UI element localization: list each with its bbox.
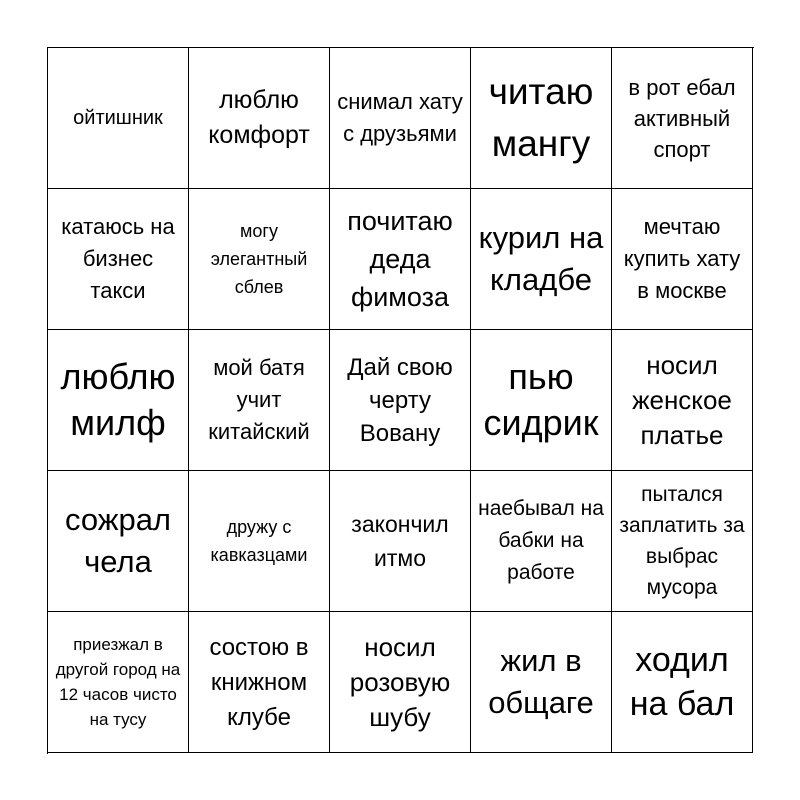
bingo-cell-text: курил на кладбе xyxy=(478,220,604,297)
bingo-cell-text: пытался заплатить за выбрас мусора xyxy=(619,483,745,599)
bingo-cell-text: приезжал в другой город на 12 часов чисто на тусу xyxy=(55,635,181,729)
bingo-cell[interactable] xyxy=(48,189,189,330)
bingo-cell-text: люблю комфорт xyxy=(208,86,310,149)
bingo-cell-text: снимал хату с друзьями xyxy=(337,89,463,146)
bingo-cell-text: носил розовую шубу xyxy=(349,631,451,732)
bingo-cell[interactable] xyxy=(471,189,612,330)
bingo-cell[interactable] xyxy=(471,471,612,612)
bingo-cell[interactable] xyxy=(48,48,189,189)
bingo-cell-text: пью сидрик xyxy=(483,356,599,443)
bingo-cell[interactable] xyxy=(330,612,471,753)
bingo-cell[interactable] xyxy=(612,48,753,189)
bingo-cell-text: закончил итмо xyxy=(351,511,449,571)
bingo-cell-text: катаюсь на бизнес такси xyxy=(61,214,175,303)
bingo-cell-text: почитаю деда фимоза xyxy=(347,206,453,312)
bingo-cell[interactable] xyxy=(612,189,753,330)
bingo-cell-text: читаю мангу xyxy=(488,71,594,164)
bingo-cell[interactable] xyxy=(189,330,330,471)
bingo-cell-text: сожрал чела xyxy=(64,502,172,579)
bingo-board xyxy=(47,47,754,754)
bingo-cell[interactable] xyxy=(189,471,330,612)
bingo-cell[interactable] xyxy=(48,471,189,612)
bingo-cell-text: в рот ебал активный спорт xyxy=(628,74,736,162)
bingo-cell[interactable] xyxy=(189,189,330,330)
bingo-cell-text: мой батя учит китайский xyxy=(208,355,310,444)
bingo-cell[interactable] xyxy=(471,612,612,753)
bingo-cell-text: носил женское платье xyxy=(632,349,732,450)
bingo-cell[interactable] xyxy=(612,471,753,612)
bingo-cell-text: ходил на бал xyxy=(629,641,735,723)
bingo-cell[interactable] xyxy=(471,330,612,471)
bingo-cell-text: состою в книжном клубе xyxy=(209,633,309,731)
bingo-cell-text: люблю милф xyxy=(60,356,176,443)
bingo-cell-text: жил в общаге xyxy=(488,643,594,720)
bingo-cell-text: дружу с кавказцами xyxy=(210,517,308,565)
bingo-cell[interactable] xyxy=(189,612,330,753)
bingo-cell[interactable] xyxy=(612,612,753,753)
bingo-cell[interactable] xyxy=(48,612,189,753)
bingo-cell[interactable] xyxy=(330,330,471,471)
bingo-cell[interactable] xyxy=(330,48,471,189)
bingo-cell[interactable] xyxy=(48,330,189,471)
bingo-cell-text: ойтишник xyxy=(73,107,163,129)
bingo-cell-text: Дай свою черту Вовану xyxy=(347,353,453,447)
bingo-cell[interactable] xyxy=(330,471,471,612)
bingo-cell[interactable] xyxy=(471,48,612,189)
bingo-cell[interactable] xyxy=(189,48,330,189)
bingo-cell-text: могу элегантный сблев xyxy=(210,221,308,297)
bingo-cell-text: мечтаю купить хату в москве xyxy=(623,214,741,303)
bingo-cell[interactable] xyxy=(612,330,753,471)
bingo-cell-text: наебывал на бабки на работе xyxy=(478,497,604,584)
bingo-cell[interactable] xyxy=(330,189,471,330)
